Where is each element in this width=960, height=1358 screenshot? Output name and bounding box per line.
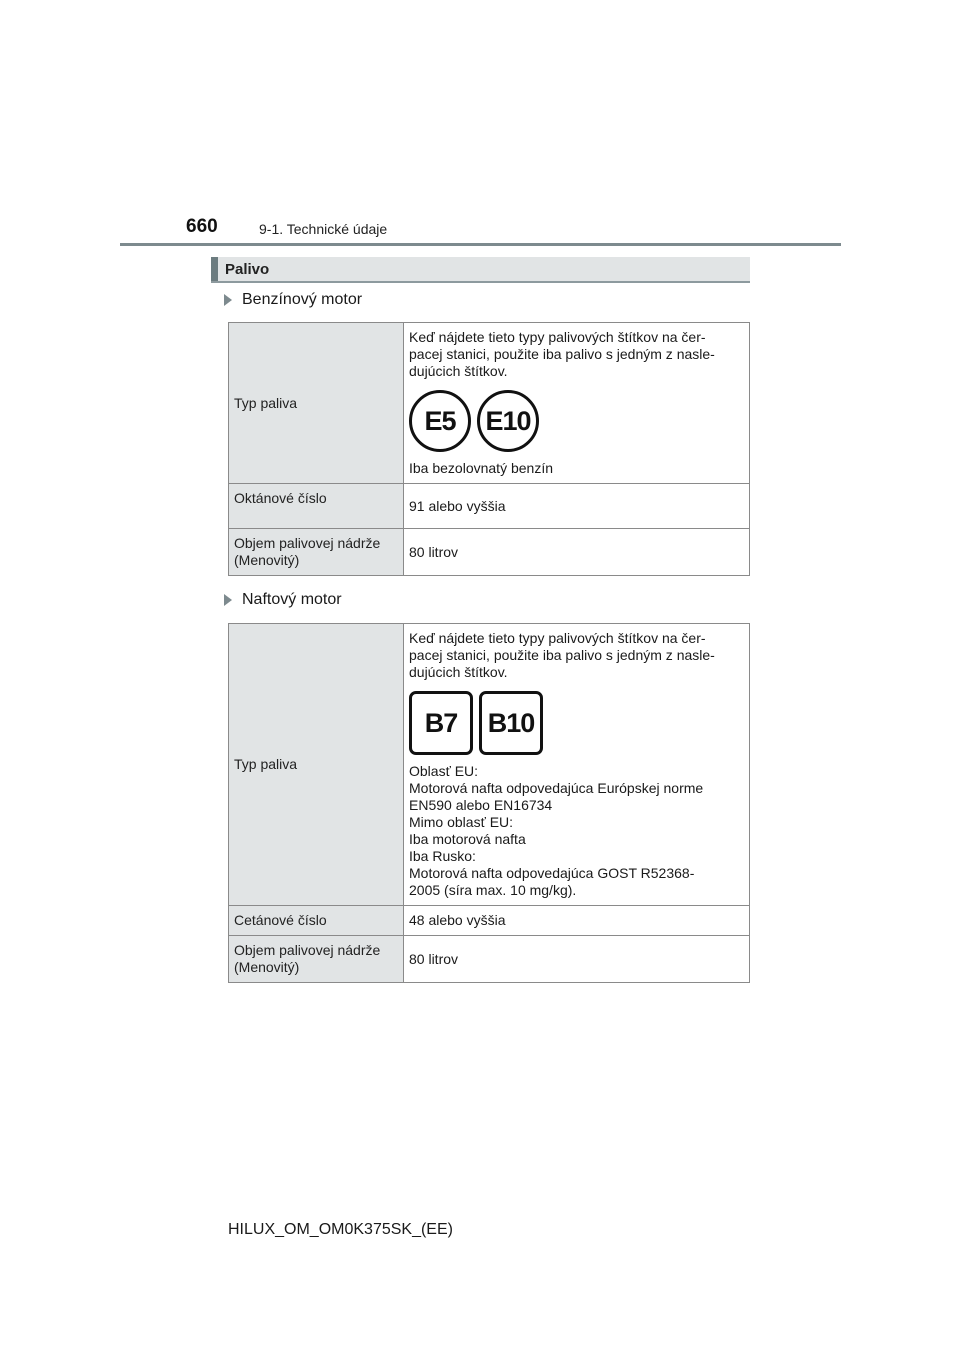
diesel-note-line: Motorová nafta odpovedajúca Európskej norme — [409, 780, 704, 796]
diesel-note-line: Mimo oblasť EU: — [409, 814, 514, 830]
octane-label: Oktánové číslo — [229, 484, 404, 529]
diesel-intro-line: Keď nájdete tieto typy palivových štítkov na čer- — [409, 630, 706, 646]
diesel-note-line: Oblasť EU: — [409, 763, 479, 779]
diesel-tank-label-line: (Menovitý) — [234, 959, 300, 975]
page-number: 660 — [186, 216, 218, 237]
section-bar — [211, 257, 750, 283]
table-row — [229, 484, 750, 529]
diesel-fuel-type-label: Typ paliva — [229, 624, 404, 906]
footer-code: HILUX_OM_OM0K375SK_(EE) — [228, 1221, 453, 1238]
diesel-fuel-labels — [409, 691, 744, 755]
petrol-fuel-type-value — [404, 323, 750, 484]
diesel-note-line: 2005 (síra max. 10 mg/kg). — [409, 882, 577, 898]
petrol-spec-table — [228, 322, 750, 576]
petrol-fuel-note: Iba bezolovnatý benzín — [409, 460, 553, 476]
table-row — [229, 936, 750, 983]
fuel-label-b10-icon: B10 — [479, 691, 543, 755]
diesel-heading-text: Naftový motor — [242, 591, 342, 608]
diesel-tank-label — [229, 936, 404, 983]
arrow-right-icon — [224, 594, 232, 606]
header-rule — [120, 243, 841, 246]
petrol-intro-line: dujúcich štítkov. — [409, 363, 508, 379]
petrol-tank-label-line: Objem palivovej nádrže — [234, 535, 381, 551]
diesel-tank-value: 80 litrov — [404, 936, 750, 983]
section-title: Palivo — [225, 261, 270, 278]
diesel-note-line: Motorová nafta odpovedajúca GOST R52368- — [409, 865, 695, 881]
table-row — [229, 323, 750, 484]
diesel-tank-label-line: Objem palivovej nádrže — [234, 942, 381, 958]
petrol-heading — [224, 291, 362, 309]
cetane-value: 48 alebo vyššia — [404, 906, 750, 936]
fuel-label-b7-icon: B7 — [409, 691, 473, 755]
diesel-note-line: Iba Rusko: — [409, 848, 476, 864]
petrol-tank-label — [229, 529, 404, 576]
petrol-intro-line: Keď nájdete tieto typy palivových štítkov na čer- — [409, 329, 706, 345]
diesel-fuel-type-value — [404, 624, 750, 906]
petrol-intro-line: pacej stanici, použite iba palivo s jedným z nasle- — [409, 346, 715, 362]
petrol-fuel-type-label: Typ paliva — [229, 323, 404, 484]
petrol-tank-value: 80 litrov — [404, 529, 750, 576]
diesel-intro-line: dujúcich štítkov. — [409, 664, 508, 680]
fuel-label-e10-icon: E10 — [477, 390, 539, 452]
arrow-right-icon — [224, 294, 232, 306]
diesel-intro-line: pacej stanici, použite iba palivo s jedným z nasle- — [409, 647, 715, 663]
petrol-heading-text: Benzínový motor — [242, 291, 363, 308]
petrol-tank-label-line: (Menovitý) — [234, 552, 300, 568]
table-row — [229, 529, 750, 576]
diesel-heading — [224, 591, 342, 609]
table-row — [229, 624, 750, 906]
table-row — [229, 906, 750, 936]
fuel-label-e5-icon: E5 — [409, 390, 471, 452]
cetane-label: Cetánové číslo — [229, 906, 404, 936]
petrol-fuel-labels — [409, 390, 744, 452]
diesel-note-line: EN590 alebo EN16734 — [409, 797, 553, 813]
octane-value: 91 alebo vyššia — [404, 484, 750, 529]
section-path: 9-1. Technické údaje — [259, 221, 388, 237]
diesel-spec-table — [228, 623, 750, 983]
diesel-note-line: Iba motorová nafta — [409, 831, 526, 847]
